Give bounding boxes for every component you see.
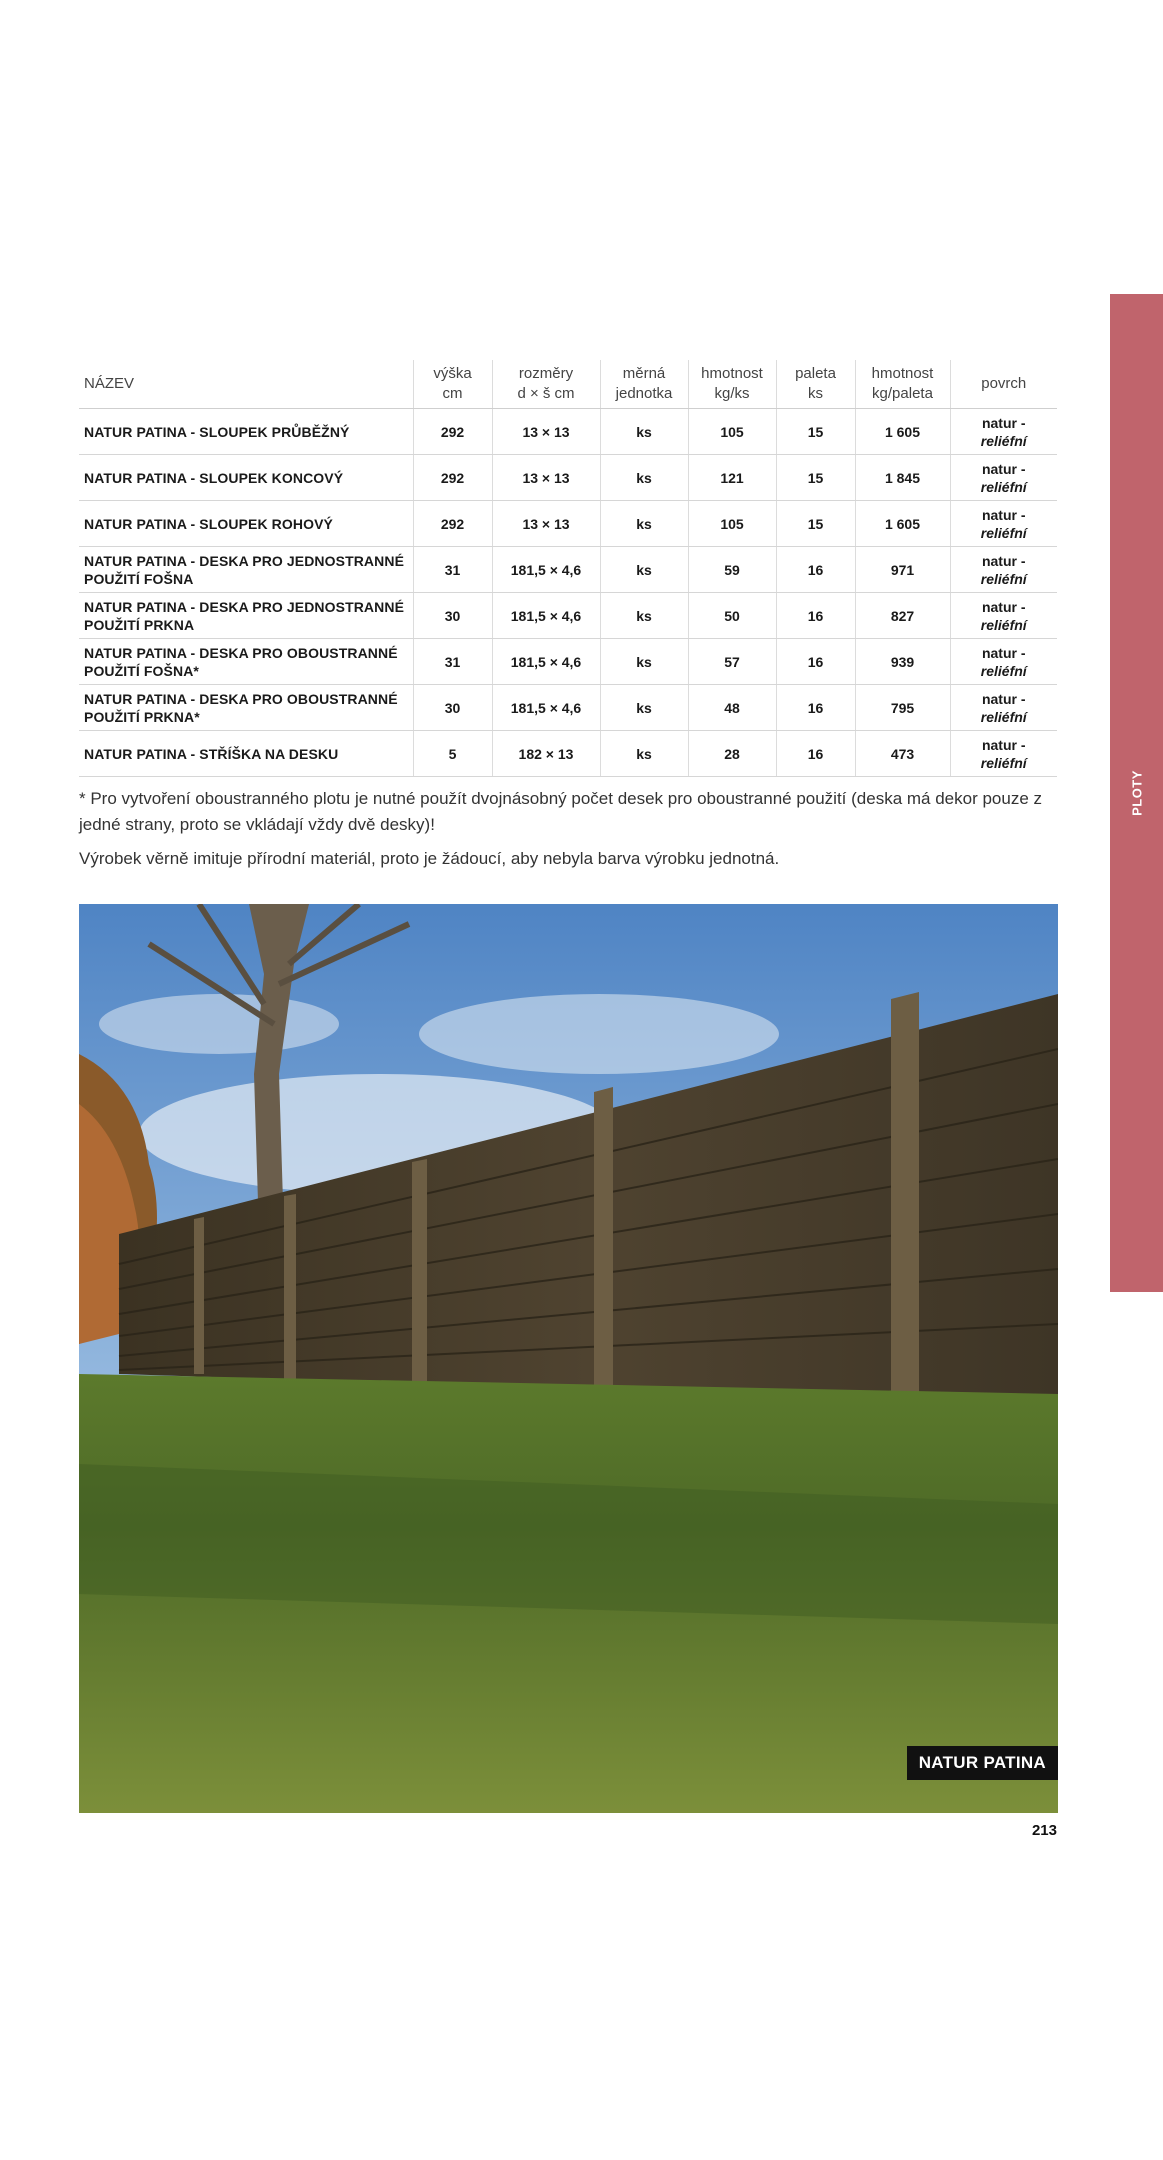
- side-tab-label: PLOTY: [1129, 770, 1144, 816]
- notes-section: [79, 786, 1059, 880]
- cell-unit: ks: [600, 547, 688, 593]
- cell-dimensions: 13 × 13: [492, 455, 600, 501]
- cell-dimensions: 13 × 13: [492, 409, 600, 455]
- cell-unit: ks: [600, 501, 688, 547]
- cell-height: 292: [413, 409, 492, 455]
- header-dimensions: rozměry d × š cm: [492, 360, 600, 409]
- cell-surface: natur - reliéfní: [950, 685, 1057, 731]
- cell-unit: ks: [600, 731, 688, 777]
- table-row: [79, 639, 1057, 685]
- cell-weight: 28: [688, 731, 776, 777]
- cell-dimensions: 13 × 13: [492, 501, 600, 547]
- cell-pallet: 15: [776, 409, 855, 455]
- cell-weight: 105: [688, 501, 776, 547]
- cell-unit: ks: [600, 639, 688, 685]
- cell-pallet-weight: 827: [855, 593, 950, 639]
- cell-pallet: 16: [776, 547, 855, 593]
- cell-pallet: 15: [776, 501, 855, 547]
- cell-dimensions: 181,5 × 4,6: [492, 547, 600, 593]
- table-row: [79, 501, 1057, 547]
- cell-height: 5: [413, 731, 492, 777]
- product-photo: [79, 904, 1058, 1813]
- product-name: NATUR PATINA - DESKA PRO OBOUSTRANNÉ POUŽITÍ FOŠNA*: [79, 639, 413, 685]
- cell-weight: 48: [688, 685, 776, 731]
- header-pallet: paleta ks: [776, 360, 855, 409]
- cell-dimensions: 181,5 × 4,6: [492, 593, 600, 639]
- cell-pallet: 16: [776, 685, 855, 731]
- cell-pallet: 15: [776, 455, 855, 501]
- cell-surface: natur - reliéfní: [950, 409, 1057, 455]
- table-header-row: [79, 360, 1057, 409]
- product-name: NATUR PATINA - STŘÍŠKA NA DESKU: [79, 731, 413, 777]
- cell-weight: 59: [688, 547, 776, 593]
- header-surface: povrch: [950, 360, 1057, 409]
- cell-surface: natur - reliéfní: [950, 455, 1057, 501]
- photo-caption: NATUR PATINA: [907, 1746, 1058, 1780]
- table-row: [79, 409, 1057, 455]
- cell-height: 292: [413, 501, 492, 547]
- cell-pallet-weight: 473: [855, 731, 950, 777]
- product-name: NATUR PATINA - SLOUPEK PRŮBĚŽNÝ: [79, 409, 413, 455]
- cell-pallet-weight: 1 605: [855, 501, 950, 547]
- cell-pallet-weight: 1 845: [855, 455, 950, 501]
- cell-surface: natur - reliéfní: [950, 731, 1057, 777]
- cell-weight: 57: [688, 639, 776, 685]
- header-pallet-weight: hmotnost kg/paleta: [855, 360, 950, 409]
- cell-pallet: 16: [776, 593, 855, 639]
- header-name: NÁZEV: [79, 360, 413, 409]
- product-name: NATUR PATINA - SLOUPEK KONCOVÝ: [79, 455, 413, 501]
- cell-pallet-weight: 939: [855, 639, 950, 685]
- product-name: NATUR PATINA - DESKA PRO JEDNOSTRANNÉ POUŽITÍ PRKNA: [79, 593, 413, 639]
- footnote-text: * Pro vytvoření oboustranného plotu je nutné použít dvojnásobný počet desek pro oboustranné použití (deska má dekor pouze z jedné strany, proto se vkládají vždy dvě desky)!: [79, 789, 1043, 834]
- product-name: NATUR PATINA - DESKA PRO JEDNOSTRANNÉ POUŽITÍ FOŠNA: [79, 547, 413, 593]
- cell-dimensions: 181,5 × 4,6: [492, 639, 600, 685]
- table-row: [79, 685, 1057, 731]
- cell-surface: natur - reliéfní: [950, 501, 1057, 547]
- cell-pallet-weight: 795: [855, 685, 950, 731]
- cell-pallet-weight: 971: [855, 547, 950, 593]
- cell-unit: ks: [600, 593, 688, 639]
- cell-weight: 105: [688, 409, 776, 455]
- page-number: 213: [1031, 1822, 1057, 1839]
- cell-dimensions: 181,5 × 4,6: [492, 685, 600, 731]
- cell-surface: natur - reliéfní: [950, 639, 1057, 685]
- cell-height: 30: [413, 685, 492, 731]
- table-row: [79, 731, 1057, 777]
- cell-pallet: 16: [776, 731, 855, 777]
- cell-weight: 50: [688, 593, 776, 639]
- cell-surface: natur - reliéfní: [950, 547, 1057, 593]
- cell-unit: ks: [600, 455, 688, 501]
- product-name: NATUR PATINA - DESKA PRO OBOUSTRANNÉ POUŽITÍ PRKNA*: [79, 685, 413, 731]
- side-section-tab: [1110, 294, 1163, 1292]
- cell-height: 292: [413, 455, 492, 501]
- cell-height: 31: [413, 639, 492, 685]
- cell-weight: 121: [688, 455, 776, 501]
- table-row: [79, 455, 1057, 501]
- header-weight: hmotnost kg/ks: [688, 360, 776, 409]
- fence-photo-illustration: [79, 904, 1058, 1813]
- cell-dimensions: 182 × 13: [492, 731, 600, 777]
- cell-height: 30: [413, 593, 492, 639]
- cell-unit: ks: [600, 685, 688, 731]
- cell-surface: natur - reliéfní: [950, 593, 1057, 639]
- cell-pallet: 16: [776, 639, 855, 685]
- cell-unit: ks: [600, 409, 688, 455]
- table-row: [79, 547, 1057, 593]
- product-spec-table: [79, 360, 1057, 777]
- header-height: výška cm: [413, 360, 492, 409]
- header-unit: měrná jednotka: [600, 360, 688, 409]
- cell-height: 31: [413, 547, 492, 593]
- disclaimer-text: Výrobek věrně imituje přírodní materiál, proto je žádoucí, aby nebyla barva výrobku jednotná.: [79, 849, 780, 868]
- cell-pallet-weight: 1 605: [855, 409, 950, 455]
- product-name: NATUR PATINA - SLOUPEK ROHOVÝ: [79, 501, 413, 547]
- table-row: [79, 593, 1057, 639]
